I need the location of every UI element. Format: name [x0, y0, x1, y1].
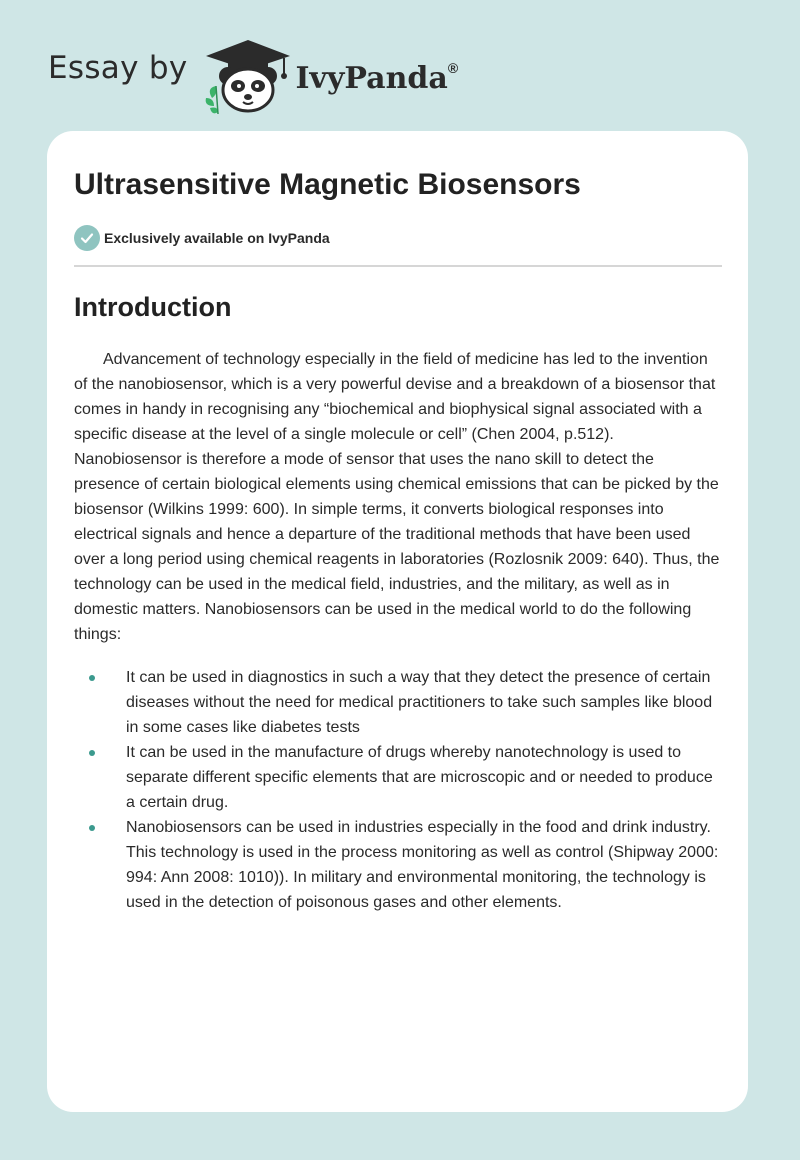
bullet-dot-icon — [89, 675, 95, 681]
divider — [74, 265, 722, 267]
intro-paragraph: Advancement of technology especially in the field of medicine has led to the invention of the nanobiosensor, which is a very powerful devise and a breakdown of a biosensor that comes in handy in recognising any “biochemical and biophysical signal associated with a specific disease at the level of a single molecule or cell” (Chen 2004, p.512). Nanobiosensor is therefore a mode of sensor that uses the nano skill to detect the presence of certain biological elements using chemical emissions that can be picked by the biosensor (Wilkins 1999: 600). In simple terms, it converts biological responses into electrical signals and hence a departure of the traditional methods that have been used over a long period using chemical reagents in laboratories (Rozlosnik 2009: 640). Thus, the technology can be used in the medical field, industries, and the military, as well as in domestic matters. Nanobiosensors can be used in the medical world to do the following things: — [74, 351, 720, 643]
site-header — [48, 34, 458, 114]
ivypanda-brand[interactable] — [296, 61, 459, 96]
checkmark-icon — [74, 225, 100, 251]
section-heading: Introduction — [74, 292, 232, 322]
exclusive-badge — [74, 225, 722, 251]
list-item — [74, 665, 722, 740]
exclusive-label: Exclusively available on IvyPanda — [104, 230, 330, 246]
essay-by-label: Essay by — [48, 50, 188, 86]
essay-title: Ultrasensitive Magnetic Biosensors — [74, 168, 581, 201]
list-item — [74, 740, 722, 815]
list-item-text: It can be used in the manufacture of drugs whereby nanotechnology is used to separate different specific elements that are microscopic and or needed to produce a certain drug. — [126, 744, 713, 811]
essay-card — [47, 131, 748, 1112]
bullet-list — [74, 665, 722, 915]
panda-logo-icon[interactable] — [202, 36, 294, 116]
bullet-dot-icon — [89, 750, 95, 756]
list-item-text: It can be used in diagnostics in such a way that they detect the presence of certain diseases without the need for medical practitioners to take such samples like blood in some cases like diabetes tests — [126, 669, 713, 736]
list-item — [74, 815, 722, 915]
bullet-dot-icon — [89, 825, 95, 831]
brand-name: IvyPanda — [295, 60, 448, 96]
registered-mark: ® — [447, 59, 459, 76]
list-item-text: Nanobiosensors can be used in industries especially in the food and drink industry. This technology is used in the process monitoring as well as control (Shipway 2000: 994: Ann 2008: 1010)). In military and environmental monitoring, the technology is used in the detection of poisonous gases and other elements. — [126, 819, 719, 911]
